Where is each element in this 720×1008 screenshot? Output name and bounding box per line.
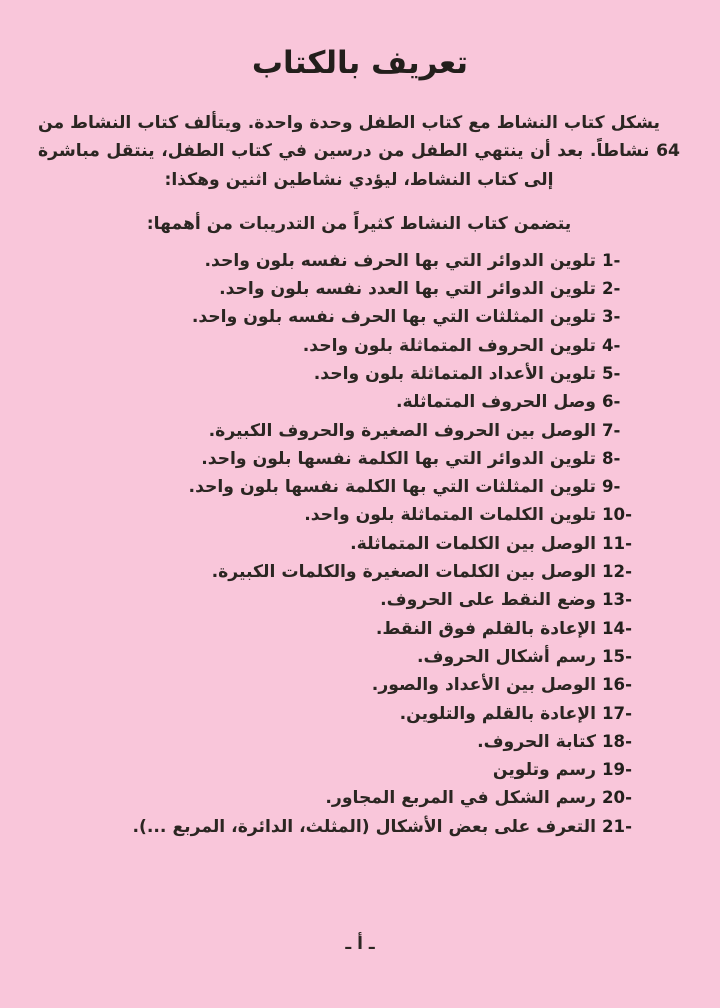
activities-list xyxy=(38,247,680,841)
list-item xyxy=(38,586,680,614)
list-item-number: 20- xyxy=(602,788,632,808)
list-item-number: 5- xyxy=(602,363,621,383)
list-item-text: رسم وتلوين xyxy=(492,760,596,781)
list-item-text: الإعادة بالقلم والتلوين. xyxy=(399,703,596,724)
list-item xyxy=(38,643,680,671)
list-item-number: 19- xyxy=(602,760,632,780)
list-item xyxy=(38,247,680,275)
list-item xyxy=(38,417,680,445)
activities-list-wrapper xyxy=(38,247,680,841)
intro-paragraph: يشكل كتاب النشاط مع كتاب الطفل وحدة واحدة. ويتألف كتاب النشاط من 64 نشاطاً. بعد أن ينتهي الطفل من درسين في كتاب الطفل، ينتقل مباشرة إلى كتاب النشاط، ليؤدي نشاطين اثنين وهكذا: xyxy=(38,112,680,190)
list-item-text: رسم الشكل في المربع المجاور. xyxy=(325,788,596,809)
list-item-text: تلوين المثلثات التي بها الحرف نفسه بلون واحد. xyxy=(191,307,596,328)
list-item-text: الوصل بين الكلمات المتماثلة. xyxy=(350,533,596,554)
list-item-number: 10- xyxy=(602,505,632,525)
page-title: تعريف بالكتاب xyxy=(251,45,469,81)
list-item-text: تلوين الدوائر التي بها الحرف نفسه بلون واحد. xyxy=(204,250,596,271)
list-item xyxy=(38,671,680,699)
list-item-text: الوصل بين الكلمات الصغيرة والكلمات الكبيرة. xyxy=(211,562,596,583)
list-item-number: 14- xyxy=(602,618,632,638)
list-item xyxy=(38,615,680,643)
list-item-number: 15- xyxy=(602,646,632,666)
list-item xyxy=(38,530,680,558)
lead-in-paragraph: يتضمن كتاب النشاط كثيراً من التدريبات من أهمها: xyxy=(146,214,572,235)
list-item-text: كتابة الحروف. xyxy=(477,731,596,752)
list-item-text: الإعادة بالقلم فوق النقط. xyxy=(375,618,596,639)
list-item-text: الوصل بين الحروف الصغيرة والحروف الكبيرة. xyxy=(208,420,596,441)
list-item-text: التعرف على بعض الأشكال (المثلث، الدائرة، المربع ...). xyxy=(132,816,596,837)
list-item xyxy=(38,756,680,784)
list-item xyxy=(38,360,680,388)
list-item-text: تلوين الأعداد المتماثلة بلون واحد. xyxy=(313,363,596,384)
list-item xyxy=(38,784,680,812)
list-item-number: 9- xyxy=(602,477,621,497)
list-item-number: 17- xyxy=(602,703,632,723)
list-item xyxy=(38,445,680,473)
list-item-text: تلوين الكلمات المتماثلة بلون واحد. xyxy=(304,505,596,526)
list-item xyxy=(38,275,680,303)
list-item-number: 7- xyxy=(602,420,621,440)
list-item-text: تلوين الدوائر التي بها العدد نفسه بلون واحد. xyxy=(219,279,596,300)
list-item-number: 11- xyxy=(602,533,632,553)
list-item-number: 1- xyxy=(602,250,621,270)
list-item-number: 18- xyxy=(602,731,632,751)
list-item-number: 8- xyxy=(602,448,621,468)
list-item-number: 12- xyxy=(602,562,632,582)
list-item xyxy=(38,813,680,841)
list-item-number: 4- xyxy=(602,335,621,355)
list-item xyxy=(38,728,680,756)
list-item-text: رسم أشكال الحروف. xyxy=(416,646,596,667)
list-item-text: الوصل بين الأعداد والصور. xyxy=(371,675,596,696)
list-item-number: 16- xyxy=(602,675,632,695)
list-item xyxy=(38,558,680,586)
list-item xyxy=(38,501,680,529)
page-number-footer: ـ أ ـ xyxy=(345,934,375,954)
list-item xyxy=(38,388,680,416)
list-item xyxy=(38,332,680,360)
list-item-text: وصل الحروف المتماثلة. xyxy=(396,392,596,413)
list-item-text: تلوين الدوائر التي بها الكلمة نفسها بلون واحد. xyxy=(201,448,596,469)
list-item-number: 2- xyxy=(602,279,621,299)
body-text-block xyxy=(38,83,680,239)
list-item-number: 13- xyxy=(602,590,632,610)
list-item xyxy=(38,700,680,728)
list-item xyxy=(38,473,680,501)
list-item-number: 3- xyxy=(602,307,621,327)
list-item-text: وضع النقط على الحروف. xyxy=(380,590,596,611)
list-item-number: 21- xyxy=(602,816,632,836)
list-item-text: تلوين المثلثات التي بها الكلمة نفسها بلون واحد. xyxy=(188,477,596,498)
list-item xyxy=(38,303,680,331)
list-item-number: 6- xyxy=(602,392,621,412)
list-item-text: تلوين الحروف المتماثلة بلون واحد. xyxy=(302,335,596,356)
